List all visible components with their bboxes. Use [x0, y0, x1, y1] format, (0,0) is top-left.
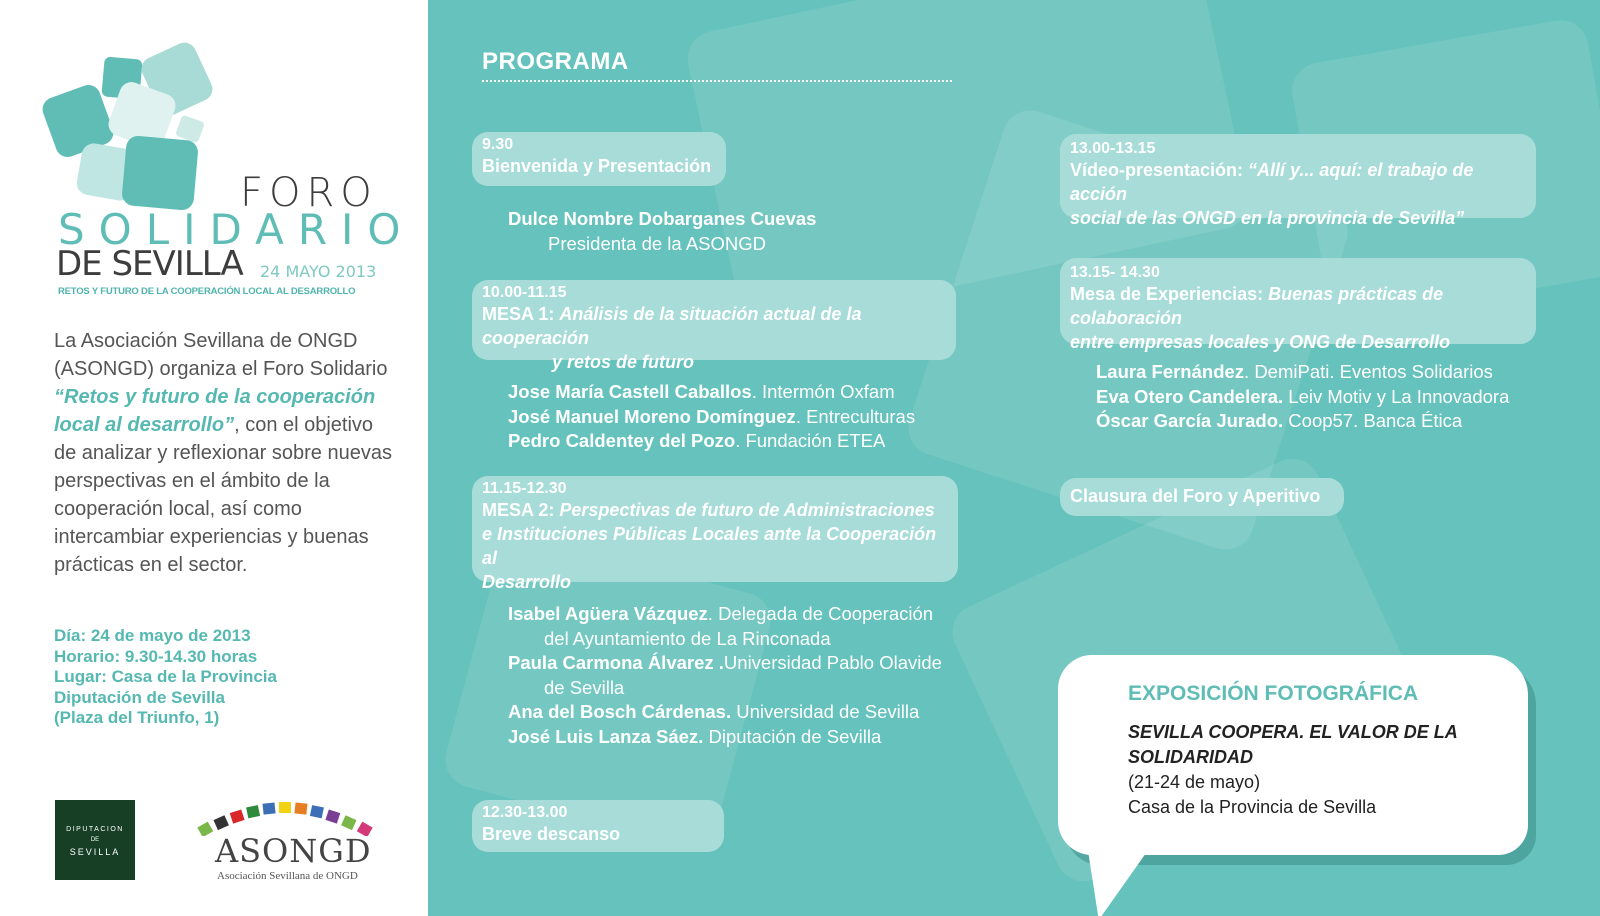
logo-date: 24 MAYO 2013 [260, 262, 377, 281]
info-panel [0, 0, 428, 916]
session-title-line [1070, 158, 1526, 206]
asongd-arc-square [197, 822, 213, 836]
asongd-arc-square [325, 809, 340, 823]
session-time: 9.30 [482, 136, 514, 153]
speaker-name: Eva Otero Candelera. [1096, 385, 1284, 407]
speaker-org: . Fundación ETEA [735, 430, 886, 451]
asongd-logo-name: ASONGD [215, 832, 372, 870]
asongd-arc-square [310, 805, 324, 818]
session-title: Perspectivas de futuro de Administraciones [559, 500, 935, 520]
speaker-item [508, 651, 942, 676]
speaker-org-cont: de Sevilla [544, 676, 625, 698]
speaker-list-experiencias [1096, 360, 1509, 434]
session-title: “Allí y... aquí: el trabajo de acción [1070, 160, 1474, 204]
speaker-item [1096, 409, 1509, 434]
speaker-org: . Delegada de Cooperación [707, 603, 934, 624]
exposicion-title: EXPOSICIÓN FOTOGRÁFICA [1128, 682, 1419, 705]
asongd-arc-square [294, 802, 307, 814]
programa-title: PROGRAMA [482, 48, 629, 75]
diputacion-logo-top: DIPUTACION [66, 826, 124, 833]
speaker-org: Universidad de Sevilla [731, 701, 920, 722]
session-title: Bienvenida y Presentación [482, 156, 712, 176]
speaker-name: Dulce Nombre Dobarganes Cuevas [508, 208, 817, 229]
speaker-item [1096, 360, 1509, 385]
speaker-name: Isabel Agüera Vázquez [508, 603, 708, 624]
detail-place-2: Diputación de Sevilla [54, 687, 225, 707]
speaker-org: Coop57. Banca Ética [1283, 410, 1463, 431]
speaker-item [508, 405, 915, 430]
title-divider [482, 80, 952, 82]
speaker-item [508, 602, 942, 627]
programa-panel [428, 0, 1600, 916]
logo-foro: FORO [240, 170, 378, 216]
session-prefix: MESA 2: [482, 500, 560, 520]
session-time: 12.30-13.00 [482, 804, 568, 821]
speaker-name: José Luis Lanza Sáez. [508, 725, 704, 747]
speaker-name: Ana del Bosch Cárdenas. [508, 701, 732, 722]
speaker-org: . Entreculturas [795, 405, 916, 427]
intro-text-end: , con el objetivo de analizar y reflexionar sobre nuevas perspectivas en el ámbito de la cooperación local, así como intercambiar experiencias y buenas prácticas en el sector. [54, 414, 392, 576]
detail-place-3: (Plaza del Triunfo, 1) [54, 708, 220, 727]
asongd-arc-square [263, 802, 276, 814]
session-title-cont: social de las ONGD en la provincia de Sevilla” [1070, 208, 1465, 228]
session-title-cont: y retos de futuro [552, 352, 695, 372]
speaker-name: Óscar García Jurado. [1096, 410, 1284, 431]
session-break [472, 800, 724, 852]
speaker-list-mesa-2 [508, 602, 942, 749]
intro-text-start: La Asociación Sevillana de ONGD (ASONGD) organiza el Foro Solidario [54, 330, 388, 380]
speaker-org: . DemiPati. Eventos Solidarios [1244, 361, 1493, 382]
session-title-cont: Desarrollo [482, 572, 572, 592]
session-title: Buenas prácticas de colaboración [1070, 284, 1444, 328]
session-video [1060, 134, 1536, 228]
asongd-arc-square [341, 815, 356, 830]
session-title: Análisis de la situación actual de la cooperación [482, 304, 862, 348]
diputacion-logo [55, 800, 135, 880]
asongd-arc-square [279, 802, 291, 813]
session-mesa-1 [472, 280, 956, 372]
detail-schedule: Horario: 9.30-14.30 horas [54, 646, 258, 666]
session-time: 10.00-11.15 [482, 284, 567, 301]
session-time: 13.15- 14.30 [1070, 264, 1160, 281]
speaker-list-welcome [508, 207, 816, 256]
asongd-arc-square [213, 815, 228, 830]
session-experiencias [1060, 258, 1536, 352]
session-clausura [1060, 478, 1344, 516]
bubble-tail [1073, 820, 1170, 916]
exposicion-text [1128, 720, 1468, 820]
speaker-name: José Manuel Moreno Domínguez [508, 405, 796, 427]
speaker-item [1096, 385, 1509, 410]
speaker-item [508, 429, 915, 454]
speaker-item [508, 700, 942, 725]
diputacion-logo-bottom: SEVILLA [69, 847, 121, 857]
speaker-name: Paula Carmona Álvarez . [508, 652, 724, 673]
speaker-item [508, 725, 942, 750]
speaker-org: Diputación de Sevilla [703, 725, 882, 747]
diputacion-logo-de: DE [90, 837, 100, 843]
session-title-line [482, 302, 946, 350]
session-prefix: MESA 1: [482, 304, 560, 324]
session-title-cont: entre empresas locales y ONG de Desarrollo [1070, 332, 1451, 352]
speaker-role: Presidenta de la ASONGD [548, 232, 766, 254]
session-title-line [1070, 282, 1526, 330]
session-title-cont: e Instituciones Públicas Locales ante la Cooperación al [482, 524, 937, 568]
speaker-list-mesa-1 [508, 380, 915, 454]
speaker-item [508, 380, 915, 405]
session-welcome [472, 132, 726, 186]
asongd-logo-subtitle: Asociación Sevillana de ONGD [217, 870, 358, 882]
logo-tagline: RETOS Y FUTURO DE LA COOPERACIÓN LOCAL AL DESARROLLO [58, 286, 356, 297]
speaker-name: Jose María Castell Caballos [508, 381, 752, 402]
logo-solidario: SOLIDARIO [58, 205, 415, 254]
session-title-line [482, 498, 948, 522]
exposicion-name: SEVILLA COOPERA. EL VALOR DE LA SOLIDARIDAD [1128, 722, 1458, 767]
asongd-arc-square [230, 809, 245, 823]
asongd-arc-icon [195, 796, 375, 836]
session-mesa-2 [472, 476, 958, 592]
speaker-org: Leiv Motiv y La Innovadora [1283, 385, 1510, 407]
intro-paragraph [54, 327, 394, 579]
logo-square [121, 135, 199, 211]
session-prefix: Mesa de Experiencias: [1070, 284, 1269, 304]
intro-highlight: “Retos y futuro de la cooperación local al desarrollo” [54, 386, 376, 436]
session-title: Clausura del Foro y Aperitivo [1070, 486, 1321, 506]
speaker-org: Universidad Pablo Olavide [723, 652, 942, 673]
session-time: 13.00-13.15 [1070, 140, 1156, 157]
speaker-item [508, 207, 816, 232]
detail-place: Lugar: Casa de la Provincia [54, 667, 277, 686]
session-time: 11.15-12.30 [482, 480, 567, 497]
speaker-name: Laura Fernández [1096, 361, 1245, 382]
session-prefix: Vídeo-presentación: [1070, 160, 1249, 180]
exposicion-place: Casa de la Provincia de Sevilla [1128, 797, 1377, 817]
speaker-name: Pedro Caldentey del Pozo [508, 430, 736, 451]
session-title: Breve descanso [482, 824, 621, 844]
event-details [54, 626, 277, 729]
logo-de-sevilla: DE SEVILLA [56, 244, 243, 284]
exposicion-dates: (21-24 de mayo) [1128, 772, 1261, 792]
speaker-org-cont: del Ayuntamiento de La Rinconada [544, 627, 831, 649]
detail-day: Día: 24 de mayo de 2013 [54, 626, 251, 645]
speaker-org: . Intermón Oxfam [751, 381, 895, 402]
asongd-arc-square [246, 805, 260, 818]
